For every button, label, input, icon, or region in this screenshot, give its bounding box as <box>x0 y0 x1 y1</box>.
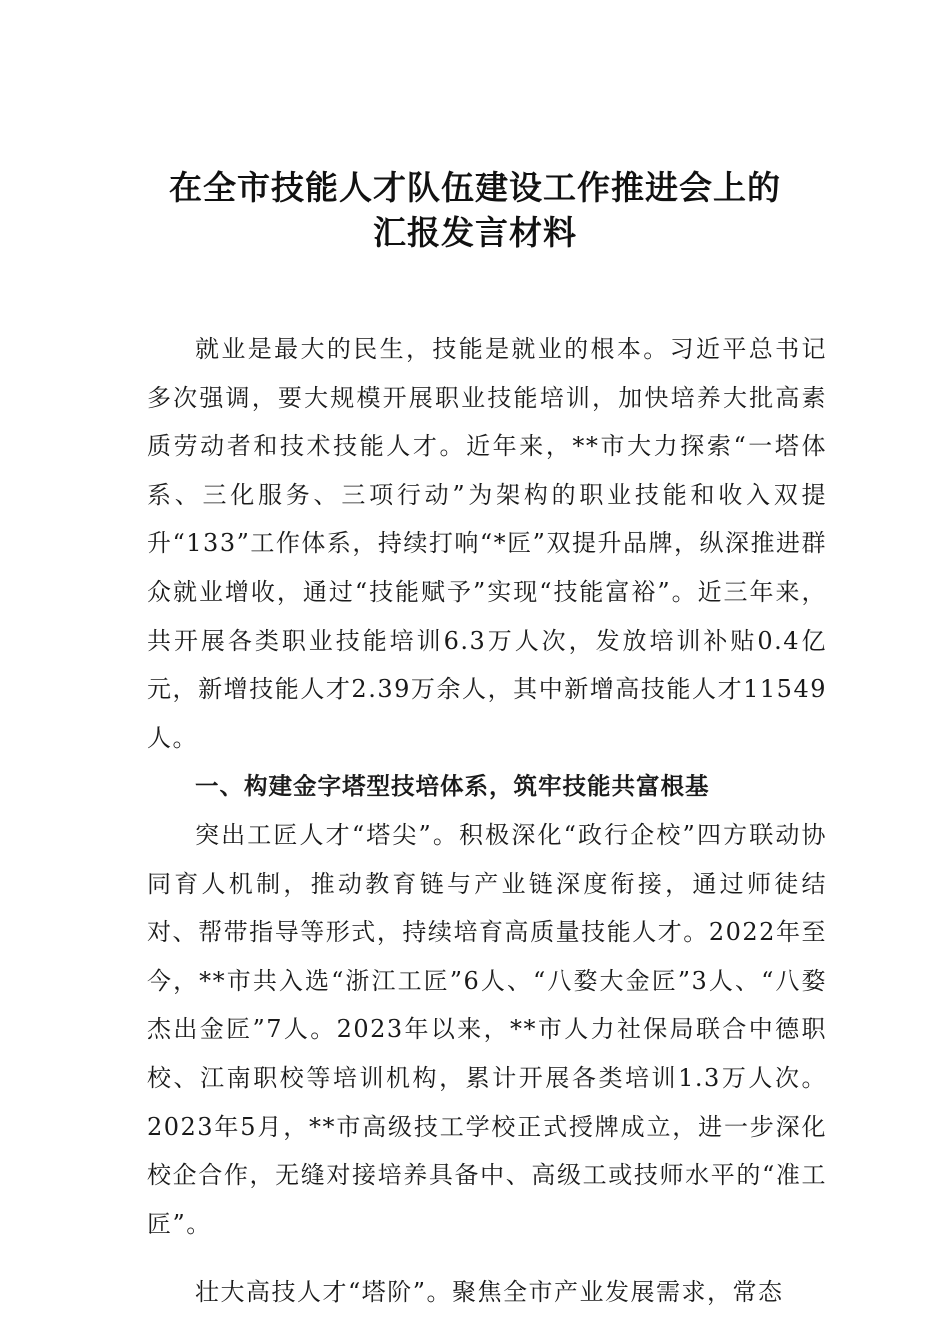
section-heading-1: 一、构建金字塔型技培体系，筑牢技能共富根基 <box>195 772 710 801</box>
document-title-line-2: 汇报发言材料 <box>373 213 577 252</box>
document-title-line-1: 在全市技能人才队伍建设工作推进会上的 <box>169 168 781 207</box>
body-paragraph-1: 突出工匠人才“塔尖”。积极深化“政行企校”四方联动协同育人机制，推动教育链与产业链深度衔接，通过师徒结对、帮带指导等形式，持续培育高质量技能人才。2022年至今，**市共入选“浙江工匠”6人、“八婺大金匠”3人、“八婺杰出金匠”7人。2023年以来，**市人力社保局联合中德职校、江南职校等培训机构，累计开展各类培训1.3万人次。2023年5月，**市高级技工学校正式授牌成立，进一步深化校企合作，无缝对接培养具备中、高级工或技师水平的“准工匠”。 <box>147 820 827 1238</box>
document-body <box>147 325 827 1317</box>
body-paragraph-2: 壮大高技人才“塔阶”。聚焦全市产业发展需求，常态 <box>195 1278 784 1307</box>
intro-paragraph: 就业是最大的民生，技能是就业的根本。习近平总书记多次强调，要大规模开展职业技能培训，加快培养大批高素质劳动者和技术技能人才。近年来，**市大力探索“一塔体系、三化服务、三项行动”为架构的职业技能和收入双提升“133”工作体系，持续打响“*匠”双提升品牌，纵深推进群众就业增收，通过“技能赋予”实现“技能富裕”。近三年来，共开展各类职业技能培训6.3万人次，发放培训补贴0.4亿元，新增技能人才2.39万余人，其中新增高技能人才11549人。 <box>147 335 827 752</box>
